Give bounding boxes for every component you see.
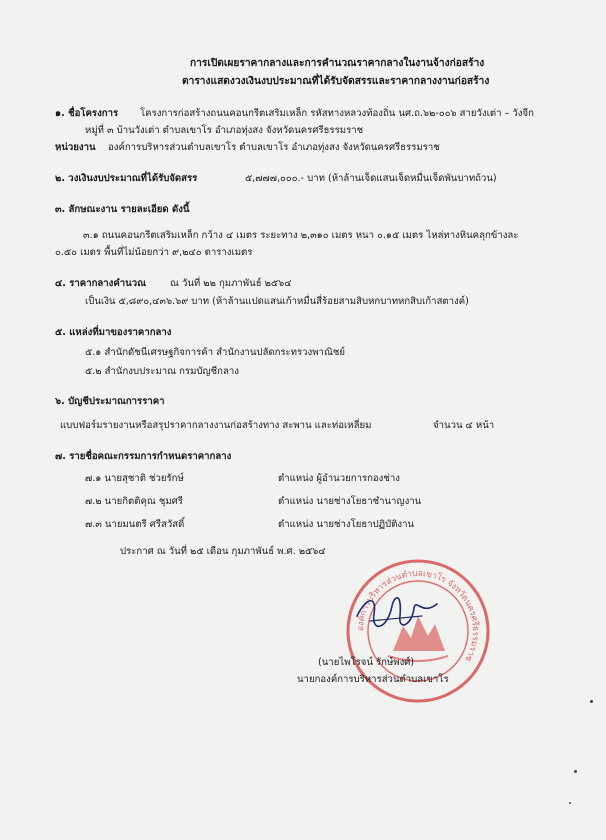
announcement-date: ประกาศ ณ วันที่ ๒๕ เดือน กุมภาพันธ์ พ.ศ. ๒๕๖๔ — [120, 546, 326, 557]
document-subtitle: ตารางแสดงวงเงินงบประมาณที่ได้รับจัดสรรและราคากลางงานก่อสร้าง — [182, 76, 490, 87]
page-count: จำนวน ๔ หน้า — [433, 420, 495, 431]
agency-value: องค์การบริหารส่วนตำบลเขาโร ตำบลเขาโร อำเภอทุ่งสง จังหวัดนครศรีธรรมราช — [108, 142, 440, 153]
scan-speck — [590, 700, 593, 703]
signatory-title: นายกองค์การบริหารส่วนตำบลเขาโร — [297, 674, 449, 685]
source-item-1: ๕.๑ สำนักดัชนีเศรษฐกิจการค้า สำนักงานปลัดกระทรวงพาณิชย์ — [85, 347, 345, 358]
section-3-label: ๓. ลักษณะงาน รายละเอียด ดังนี้ — [55, 204, 190, 215]
committee-member-position: ตำแหน่ง นายช่างโยธาปฏิบัติงาน — [278, 519, 415, 530]
document-title: การเปิดเผยราคากลางและการคำนวณราคากลางในงานจ้างก่อสร้าง — [190, 58, 485, 69]
project-name-line-2: หมู่ที่ ๓ บ้านวังเต่า ตำบลเขาโร อำเภอทุ่งสง จังหวัดนครศรีธรรมราช — [85, 125, 364, 136]
section-2-label: ๒. วงเงินงบประมาณที่ได้รับจัดสรร — [55, 173, 198, 184]
seal-text: องค์การบริหารส่วนตำบลเขาโร จังหวัดนครศรีธรรมราช — [355, 568, 481, 664]
committee-member-position: ตำแหน่ง นายช่างโยธาชำนาญงาน — [278, 496, 422, 507]
committee-member-name: ๗.๑ นายสุชาติ ช่วยรักษ์ — [85, 473, 184, 484]
section-4-label: ๔. ราคากลางคำนวณ — [55, 278, 147, 289]
committee-member-name: ๗.๒ นายกิตติคุณ ชุมศรี — [85, 496, 183, 507]
agency-label: หน่วยงาน — [55, 142, 96, 153]
handwritten-signature — [352, 586, 442, 636]
committee-member-position: ตำแหน่ง ผู้อำนวยการกองช่าง — [278, 473, 400, 484]
calc-price: เป็นเงิน ๕,๘๙๐,๔๓๖.๖๙ บาท (ห้าล้านแปดแสนเก้าหมื่นสี่ร้อยสามสิบหกบาทหกสิบเก้าสตางค์) — [85, 296, 469, 307]
signatory-name: (นายไพโรจน์ รักษ์พงศ์) — [318, 657, 415, 668]
estimate-form: แบบฟอร์มรายงานหรือสรุปราคากลางงานก่อสร้างทาง สะพาน และท่อเหลี่ยม — [60, 420, 372, 431]
section-6-label: ๖. บัญชีประมาณการราคา — [55, 396, 165, 407]
calc-date: ณ วันที่ ๒๒ กุมภาพันธ์ ๒๕๖๔ — [170, 278, 292, 289]
source-item-2: ๕.๒ สำนักงบประมาณ กรมบัญชีกลาง — [85, 366, 239, 377]
project-name-line-1: โครงการก่อสร้างถนนคอนกรีตเสริมเหล็ก รหัสทางหลวงท้องถิ่น นศ.ถ.๖๒-๐๐๖ สายวังเต่า – วังจีก — [140, 108, 534, 119]
section-5-label: ๕. แหล่งที่มาของราคากลาง — [55, 327, 172, 338]
budget-value: ๕,๗๗๗,๐๐๐.- บาท (ห้าล้านเจ็ดแสนเจ็ดหมื่นเจ็ดพันบาทถ้วน) — [245, 173, 497, 184]
committee-member-name: ๗.๓ นายมนตรี ศรีสวัสดิ์ — [85, 519, 185, 530]
work-detail-line-2: ๐.๕๐ เมตร พื้นที่ไม่น้อยกว่า ๙,๒๔๐ ตารางเมตร — [55, 247, 253, 258]
work-detail-line-1: ๓.๑ ถนนคอนกรีตเสริมเหล็ก กว้าง ๔ เมตร ระยะทาง ๒,๓๑๐ เมตร หนา ๐.๑๕ เมตร ไหล่ทางหินคลุกข้างละ — [83, 230, 519, 241]
section-1-label: ๑. ชื่อโครงการ — [55, 108, 119, 119]
scan-speck — [569, 802, 571, 804]
scan-speck — [574, 770, 577, 773]
section-7-label: ๗. รายชื่อคณะกรรมการกำหนดราคากลาง — [55, 451, 232, 462]
